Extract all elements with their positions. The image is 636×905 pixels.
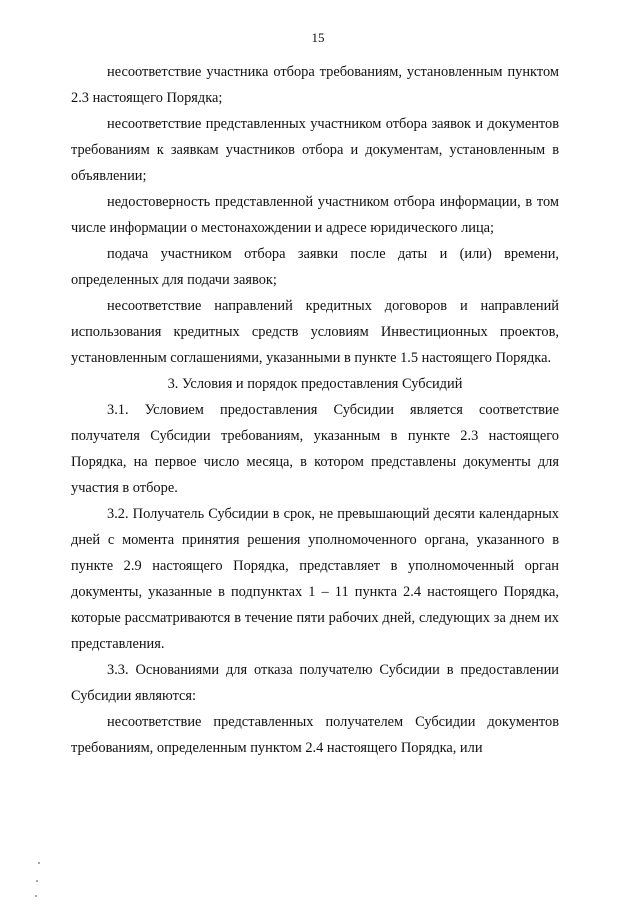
paragraph: недостоверность представленной участником отбора информации, в том числе информации о местонахождении и адресе юридического лица; xyxy=(71,194,559,236)
scan-artifact xyxy=(35,895,37,897)
page-number: 15 xyxy=(311,30,325,45)
scan-artifact xyxy=(38,862,40,864)
paragraph: подача участником отбора заявки после даты и (или) времени, определенных для подачи заявок; xyxy=(71,246,559,288)
section-heading: 3. Условия и порядок предоставления Субсидий xyxy=(167,376,463,392)
paragraph: 3.3. Основаниями для отказа получателю Субсидии в предоставлении Субсидии являются: xyxy=(71,662,559,704)
paragraph: несоответствие участника отбора требованиям, установленным пунктом 2.3 настоящего Порядка; xyxy=(71,64,559,106)
paragraph: несоответствие направлений кредитных договоров и направлений использования кредитных средств условиям Инвестиционных проектов, установленным соглашениями, указанными в пункте 1.5 настоящего Порядка. xyxy=(71,298,559,366)
paragraph: 3.1. Условием предоставления Субсидии является соответствие получателя Субсидии требованиям, указанным в пункте 2.3 настоящего Порядка, на первое число месяца, в котором представлены документы для участия в отборе. xyxy=(71,402,559,496)
paragraph: 3.2. Получатель Субсидии в срок, не превышающий десяти календарных дней с момента принятия решения уполномоченного органа, указанного в пункте 2.9 настоящего Порядка, представляет в уполномоченный орган документы, указанные в подпунктах 1 – 11 пункта 2.4 настоящего Порядка, которые рассматриваются в течение пяти рабочих дней, следующих за днем их представления. xyxy=(71,506,559,652)
paragraph: несоответствие представленных получателем Субсидии документов требованиям, определенным пунктом 2.4 настоящего Порядка, или xyxy=(71,714,559,756)
document-body xyxy=(71,59,559,761)
paragraph: несоответствие представленных участником отбора заявок и документов требованиям к заявкам участников отбора и документам, установленным в объявлении; xyxy=(71,116,559,184)
scan-artifact xyxy=(36,880,38,882)
